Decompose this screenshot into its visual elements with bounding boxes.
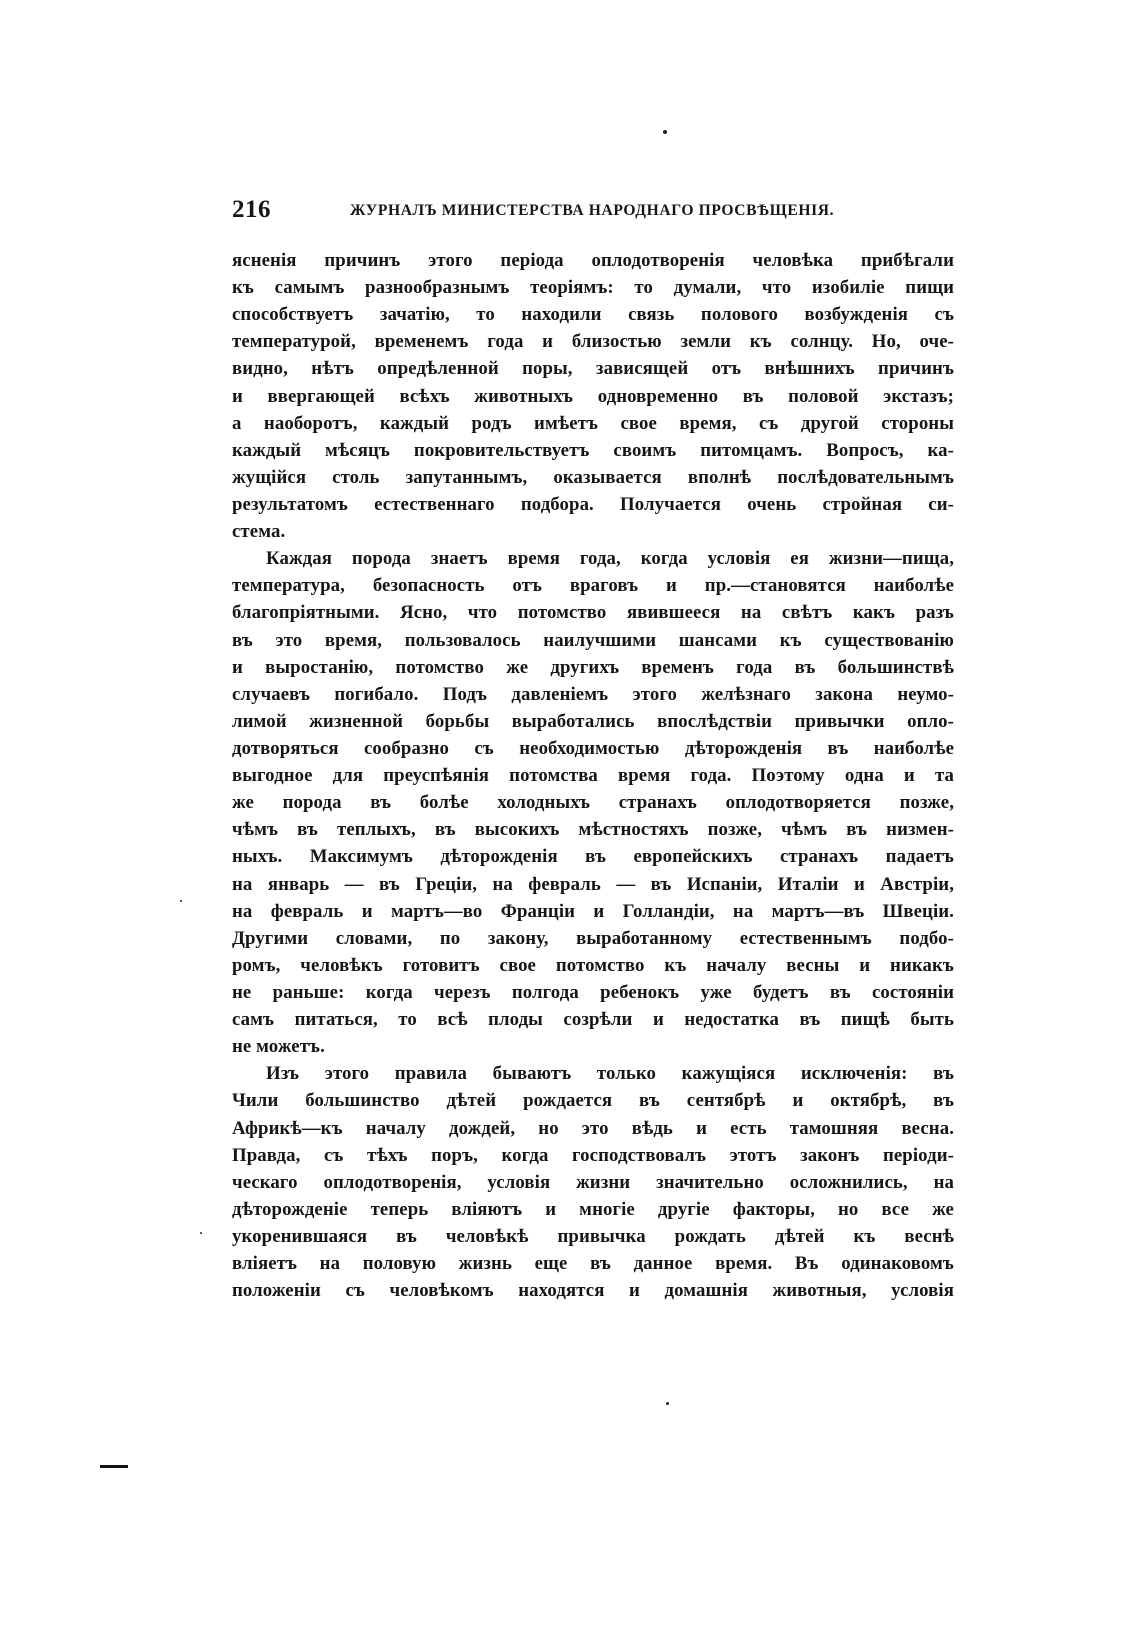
text-line: Каждая порода знаетъ время года, когда условія ея жизни—пища, xyxy=(266,548,954,570)
text-line: каждый мѣсяцъ покровительствуетъ своимъ питомцамъ. Вопросъ, ка- xyxy=(232,439,954,461)
scan-speck xyxy=(200,1232,202,1234)
text-line: на февраль и мартъ—во Франціи и Голландіи, на мартъ—въ Швеціи. xyxy=(232,900,954,922)
text-line: видно, нѣтъ опредѣленной поры, зависящей отъ внѣшнихъ причинъ xyxy=(232,358,954,380)
text-line: дѣторожденіе теперь вліяютъ и многіе другіе факторы, но все же xyxy=(232,1198,954,1220)
text-line: и ввергающей всѣхъ животныхъ одновременно въ половой экстазъ; xyxy=(232,385,954,407)
text-line: чѣмъ въ теплыхъ, въ высокихъ мѣстностяхъ позже, чѣмъ въ низмен- xyxy=(232,819,954,841)
page-number: 216 xyxy=(232,196,271,223)
text-line: Африкѣ—къ началу дождей, но это вѣдь и есть тамошняя весна. xyxy=(232,1117,954,1139)
text-line: вліяетъ на половую жизнь еще въ данное время. Въ одинаковомъ xyxy=(232,1253,954,1275)
scan-mark xyxy=(100,1465,128,1468)
text-line: положеніи съ человѣкомъ находятся и домашнія животныя, условія xyxy=(232,1280,954,1302)
page-header xyxy=(232,195,954,229)
text-line: не можетъ. xyxy=(232,1036,325,1058)
text-line: а наоборотъ, каждый родъ имѣетъ свое время, съ другой стороны xyxy=(232,412,954,434)
text-line: лимой жизненной борьбы выработались впослѣдствіи привычки опло- xyxy=(232,710,954,732)
paragraph-1 xyxy=(232,247,954,545)
text-line: въ это время, пользовалось наилучшими шансами къ существованію xyxy=(232,629,954,651)
paragraph-2 xyxy=(232,545,954,1060)
text-line: температурой, временемъ года и близостью земли къ солнцу. Но, очe- xyxy=(232,331,954,353)
text-line: жущійся столь запутаннымъ, оказывается вполнѣ послѣдовательнымъ xyxy=(232,466,954,488)
text-line: же порода въ болѣе холодныхъ странахъ оплодотворяется позже, xyxy=(232,792,954,814)
running-title: ЖУРНАЛЪ МИНИСТЕРСТВА НАРОДНАГО ПРОСВѢЩЕНІЯ. xyxy=(350,202,835,219)
text-line: ромъ, человѣкъ готовитъ свое потомство къ началу весны и никакъ xyxy=(232,954,954,976)
text-line: укоренившаяся въ человѣкѣ привычка рождать дѣтей къ веснѣ xyxy=(232,1225,954,1247)
text-line: и выростанію, потомство же другихъ временъ года въ большинствѣ xyxy=(232,656,954,678)
text-line: ясненія причинъ этого періода оплодотворенія человѣка прибѣгали xyxy=(232,250,954,271)
scan-speck xyxy=(663,130,667,134)
text-line: способствуетъ зачатію, то находили связь полового возбужденія съ xyxy=(232,304,954,326)
text-line: результатомъ естественнаго подбора. Получается очень стройная си- xyxy=(232,493,954,515)
text-line: ческаго оплодотворенія, условія жизни значительно осложнились, на xyxy=(232,1171,954,1193)
text-line: дотворяться сообразно съ необходимостью дѣторожденія въ наиболѣе xyxy=(232,737,954,759)
text-line: Чили большинство дѣтей рождается въ сентябрѣ и октябрѣ, въ xyxy=(232,1090,954,1112)
text-line: выгодное для преуспѣянія потомства время года. Поэтому одна и та xyxy=(232,765,954,787)
text-line: температура, безопасность отъ враговъ и пр.—становятся наиболѣе xyxy=(232,575,954,597)
text-line: Правда, съ тѣхъ поръ, когда господствовалъ этотъ законъ періоди- xyxy=(232,1144,954,1166)
text-line: не раньше: когда черезъ полгода ребенокъ уже будетъ въ состояніи xyxy=(232,981,954,1003)
text-line: Изъ этого правила бываютъ только кажущіяся исключенія: въ xyxy=(266,1063,954,1085)
scan-speck xyxy=(666,1402,669,1405)
text-line: ныхъ. Максимумъ дѣторожденія въ европейскихъ странахъ падаетъ xyxy=(232,846,954,868)
text-line: благопріятными. Ясно, что потомство явившееся на свѣтъ какъ разъ xyxy=(232,602,954,624)
paragraph-3 xyxy=(232,1060,954,1304)
text-line: къ самымъ разнообразнымъ теоріямъ: то думали, что изобиліе пищи xyxy=(232,277,954,299)
scan-speck xyxy=(180,900,182,902)
text-line: стема. xyxy=(232,521,286,543)
text-line: на январь — въ Греціи, на февраль — въ Испаніи, Италіи и Австріи, xyxy=(232,873,954,895)
body-text xyxy=(232,247,954,1304)
text-line: самъ питаться, то всѣ плоды созрѣли и недостатка въ пищѣ быть xyxy=(232,1009,954,1031)
text-line: Другими словами, по закону, выработанному естественнымъ подбо- xyxy=(232,927,954,949)
text-line: случаевъ погибало. Подъ давленіемъ этого желѣзнаго закона неумо- xyxy=(232,683,954,705)
